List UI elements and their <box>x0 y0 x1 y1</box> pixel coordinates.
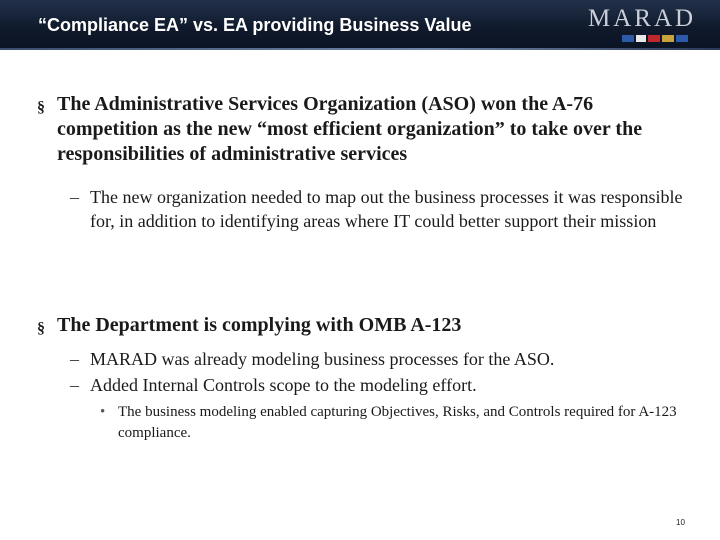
sub-sub-bullet-a123 <box>100 402 680 444</box>
bullet-omb <box>37 313 682 338</box>
bullet-marker: § <box>37 320 45 337</box>
dash-marker: – <box>70 187 79 207</box>
sub-bullet-map-processes <box>70 185 690 233</box>
slide-title: “Compliance EA” vs. EA providing Business Value <box>38 15 472 35</box>
dot-marker: • <box>100 404 106 420</box>
dash-marker: – <box>70 349 79 369</box>
bullet-aso <box>37 92 682 167</box>
sub-bullet-text: Added Internal Controls scope to the modeling effort. <box>90 375 477 395</box>
sub-sub-bullet-text: The business modeling enabled capturing Objectives, Risks, and Controls required for A-123 compliance. <box>118 404 677 441</box>
sub-bullet-text: The new organization needed to map out the business processes it was responsible for, in addition to identifying areas where IT could better support their mission <box>90 187 683 231</box>
sub-bullet-internal-controls <box>70 373 690 397</box>
bullet-marker: § <box>37 99 45 116</box>
bullet-text: The Department is complying with OMB A-123 <box>57 314 462 336</box>
sub-bullet-text: MARAD was already modeling business processes for the ASO. <box>90 349 555 369</box>
dash-marker: – <box>70 375 79 395</box>
bullet-text: The Administrative Services Organization (ASO) won the A-76 competition as the new “most efficient organization” to take over the responsibilities of administrative services <box>57 93 643 165</box>
page-number: 10 <box>676 518 685 527</box>
logo-wordmark: MARAD <box>588 5 697 32</box>
sub-bullet-modeling <box>70 347 690 371</box>
